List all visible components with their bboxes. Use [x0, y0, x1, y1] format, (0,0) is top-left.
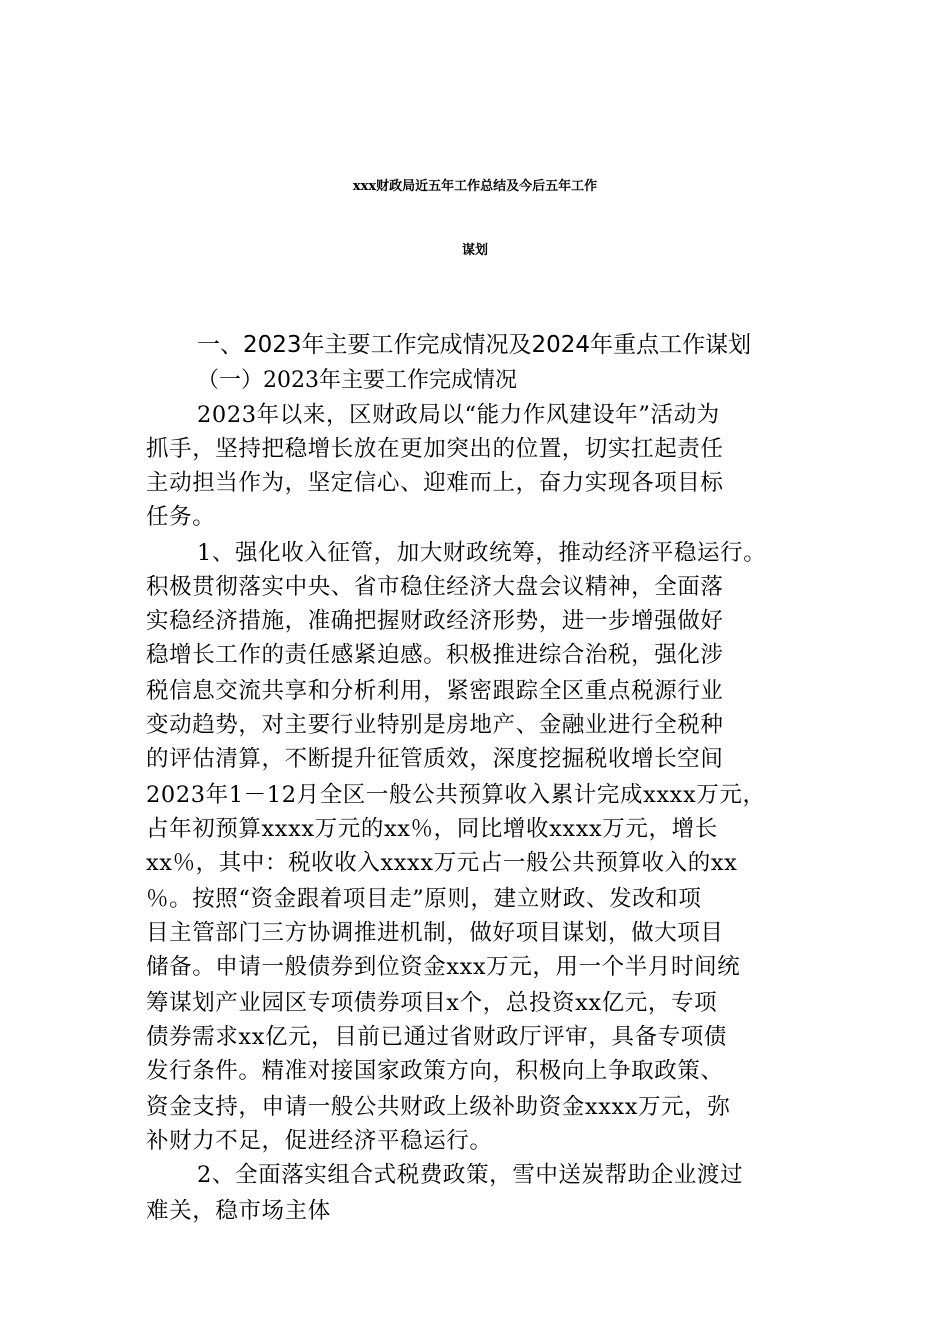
body-line: 抓手，坚持把稳增长放在更加突出的位置，切实扛起责任 — [146, 436, 724, 462]
body-line: 发行条件。精准对接国家政策方向，积极向上争取政策、 — [146, 1058, 724, 1084]
body-line: 税信息交流共享和分析利用，紧密跟踪全区重点税源行业 — [146, 678, 724, 704]
body-line: 资金支持，申请一般公共财政上级补助资金xxxx万元，弥 — [146, 1094, 731, 1120]
document-title-line-1: xxx财政局近五年工作总结及今后五年工作 — [352, 179, 598, 194]
body-line: 2023年1－12月全区一般公共预算收入累计完成xxxx万元， — [146, 782, 766, 808]
body-line: xx％，其中：税收收入xxxx万元占一般公共预算收入的xx — [146, 850, 738, 876]
body-line: 储备。申请一般债券到位资金xxx万元，用一个半月时间统 — [146, 954, 741, 980]
body-line: 积极贯彻落实中央、省市稳住经济大盘会议精神，全面落 — [146, 574, 724, 600]
body-line: 2、全面落实组合式税费政策，雪中送炭帮助企业渡过 — [197, 1162, 744, 1188]
body-line: 补财力不足，促进经济平稳运行。 — [146, 1128, 493, 1154]
section-heading-1: 一、2023年主要工作完成情况及2024年重点工作谋划 — [197, 332, 752, 358]
body-line: 债券需求xx亿元，目前已通过省财政厅评审，具备专项债 — [146, 1024, 727, 1050]
body-line: 占年初预算xxxx万元的xx％，同比增收xxxx万元，增长 — [146, 816, 718, 842]
body-line: 难关，稳市场主体 — [146, 1198, 331, 1224]
body-line: 主动担当作为，坚定信心、迎难而上，奋力实现各项目标 — [146, 470, 724, 496]
body-line: 实稳经济措施，准确把握财政经济形势，进一步增强做好 — [146, 608, 724, 634]
subsection-heading: （一）2023年主要工作完成情况 — [197, 368, 517, 393]
body-line: 1、强化收入征管，加大财政统筹，推动经济平稳运行。 — [197, 540, 767, 566]
body-line: ％。按照“资金跟着项目走”原则，建立财政、发改和项 — [146, 886, 702, 912]
body-line: 目主管部门三方协调推进机制，做好项目谋划，做大项目 — [146, 920, 724, 946]
document-title-line-2: 谋划 — [461, 243, 488, 258]
body-line: 变动趋势，对主要行业特别是房地产、金融业进行全税种 — [146, 712, 724, 738]
body-line: 任务。 — [146, 504, 216, 530]
body-line: 稳增长工作的责任感紧迫感。积极推进综合治税，强化涉 — [146, 642, 724, 668]
body-line: 2023年以来，区财政局以“能力作风建设年”活动为 — [197, 402, 720, 428]
body-line: 的评估清算，不断提升征管质效，深度挖掘税收增长空间 — [146, 746, 724, 772]
body-line: 筹谋划产业园区专项债券项目x个，总投资xx亿元，专项 — [146, 990, 718, 1016]
